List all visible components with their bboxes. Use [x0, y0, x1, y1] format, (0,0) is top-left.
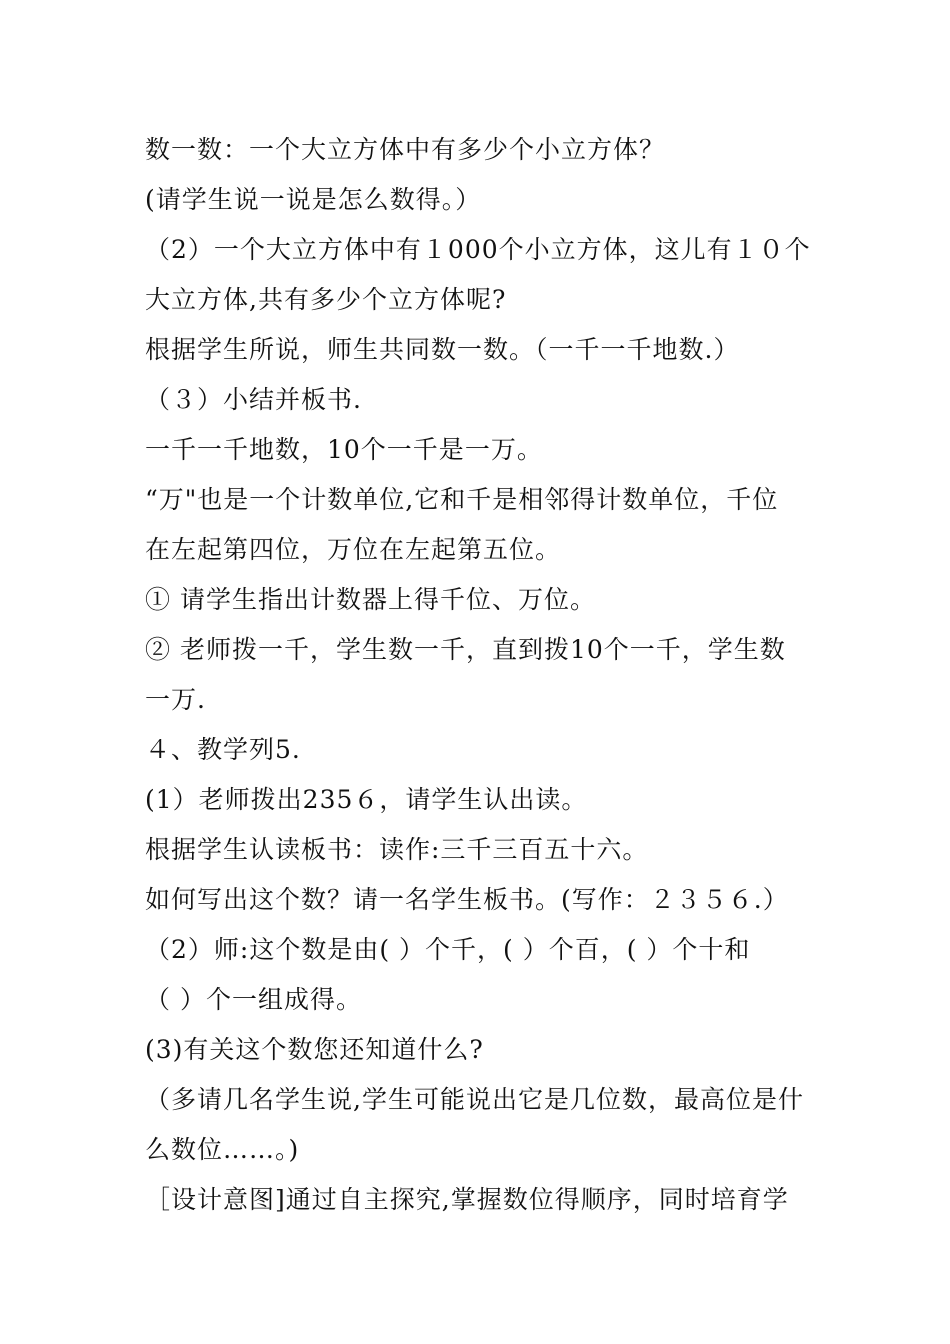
text-line-8: “万"也是一个计数单位,它和千是相邻得计数单位，千位 [145, 485, 779, 514]
text-line-19: (3)有关这个数您还知道什么? [145, 1035, 484, 1064]
text-line-10: ① 请学生指出计数器上得千位、万位。 [145, 585, 596, 614]
text-line-3: （2）一个大立方体中有１000个小立方体，这儿有１０个 [145, 235, 811, 264]
text-line-4: 大立方体,共有多少个立方体呢? [145, 285, 507, 314]
text-line-21: 么数位……。) [145, 1135, 300, 1164]
text-line-20: （多请几名学生说,学生可能说出它是几位数，最高位是什 [145, 1085, 804, 1114]
text-line-2: (请学生说一说是怎么数得。） [145, 185, 482, 214]
text-line-11: ② 老师拨一千，学生数一千，直到拨10个一千，学生数 [145, 635, 786, 664]
text-line-1: 数一数：一个大立方体中有多少个小立方体？ [145, 135, 666, 164]
text-line-15: 根据学生认读板书：读作:三千三百五十六。 [145, 835, 649, 864]
text-line-5: 根据学生所说，师生共同数一数。（一千一千地数.） [145, 335, 740, 364]
text-line-12: 一万. [145, 685, 206, 714]
text-line-18: （ ）个一组成得。 [145, 985, 362, 1014]
text-line-14: (1）老师拨出235６，请学生认出读。 [145, 785, 588, 814]
text-line-9: 在左起第四位，万位在左起第五位。 [145, 535, 562, 564]
text-line-22: ［设计意图]通过自主探究,掌握数位得顺序，同时培育学 [145, 1185, 789, 1214]
text-line-17: （2）师:这个数是由( ）个千，( ）个百，( ）个十和 [145, 935, 751, 964]
text-line-16: 如何写出这个数？请一名学生板书。(写作：２３５６.） [145, 885, 789, 914]
text-line-6: （３）小结并板书. [145, 385, 362, 414]
text-line-13: ４、教学列5. [145, 735, 301, 764]
text-line-7: 一千一千地数，10个一千是一万。 [145, 435, 543, 464]
